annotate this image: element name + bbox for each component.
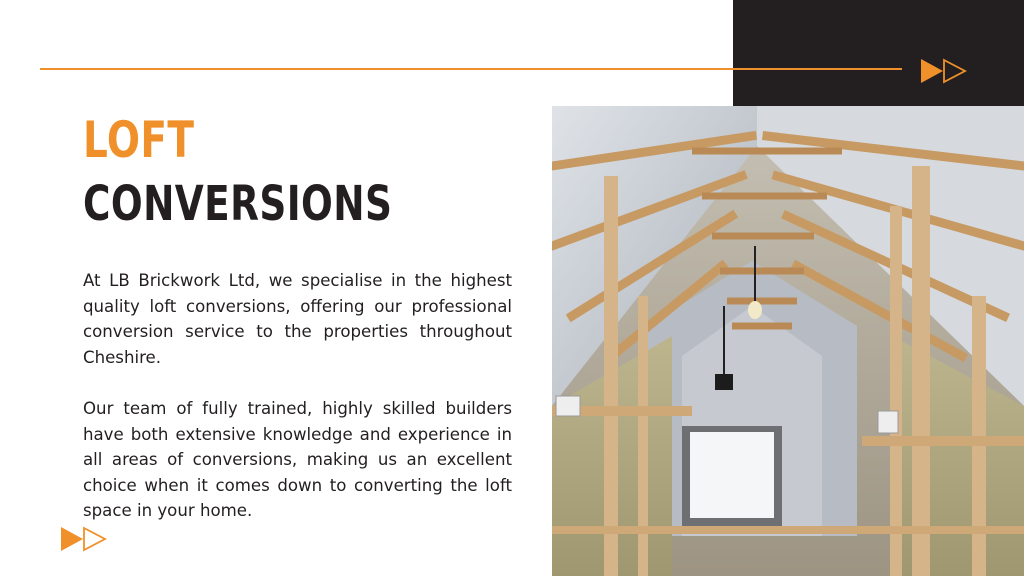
double-arrow-right-icon <box>60 525 108 553</box>
double-arrow-right-icon <box>919 57 969 85</box>
dark-corner-block <box>733 0 1024 106</box>
loft-conversion-photo <box>552 106 1024 576</box>
team-paragraph: Our team of fully trained, highly skilled builders have both extensive knowledge and experience in all areas of conversions, making us an excellent choice when it comes down to converting the loft space in your home. <box>83 399 512 520</box>
intro-paragraph: At LB Brickwork Ltd, we specialise in the highest quality loft conversions, offering our professional conversion service to the properties throughout Cheshire. <box>83 271 512 367</box>
title-conversions: CONVERSIONS <box>83 176 393 232</box>
orange-divider-line <box>40 68 902 70</box>
title-loft: LOFT <box>83 111 195 169</box>
